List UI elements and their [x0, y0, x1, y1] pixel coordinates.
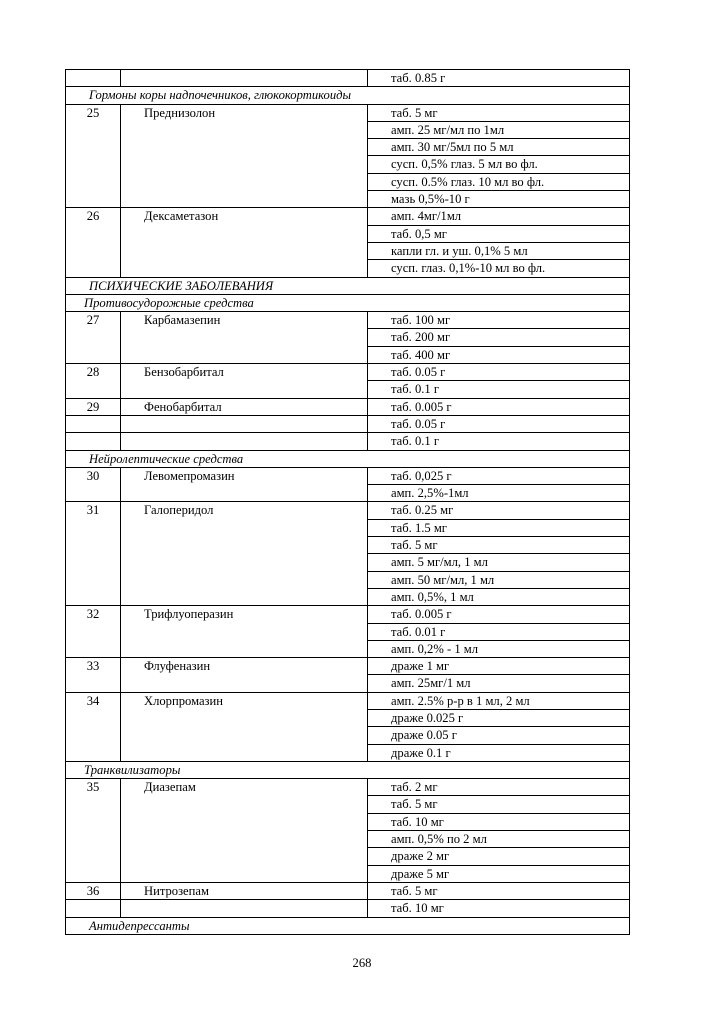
- section-row: [66, 450, 630, 467]
- drug-number: [66, 433, 121, 450]
- dosage-form: драже 2 мг: [368, 848, 630, 865]
- dosage-form: мазь 0,5%-10 г: [368, 191, 630, 208]
- drug-number: [66, 900, 121, 917]
- table-row: [66, 208, 630, 225]
- dosage-form: амп. 2,5%-1мл: [368, 485, 630, 502]
- table-row: [66, 606, 630, 623]
- section-row: [66, 87, 630, 104]
- dosage-form: амп. 25мг/1 мл: [368, 675, 630, 692]
- drug-name: Трифлуоперазин: [121, 606, 368, 658]
- dosage-form: таб. 0.1 г: [368, 381, 630, 398]
- drug-name: Хлорпромазин: [121, 692, 368, 761]
- dosage-form: таб. 0.01 г: [368, 623, 630, 640]
- table-row: [66, 433, 630, 450]
- dosage-form: таб. 0.05 г: [368, 364, 630, 381]
- drug-name: [121, 433, 368, 450]
- table-row: [66, 415, 630, 432]
- dosage-form: амп. 0,5%, 1 мл: [368, 588, 630, 605]
- dosage-form: таб. 0.005 г: [368, 398, 630, 415]
- table-row: [66, 882, 630, 899]
- section-heading: Антидепрессанты: [66, 917, 630, 934]
- dosage-form: таб. 0.05 г: [368, 415, 630, 432]
- drug-number: [66, 70, 121, 87]
- drug-name: [121, 900, 368, 917]
- drug-number: 28: [66, 364, 121, 399]
- section-row: [66, 761, 630, 778]
- section-heading: Транквилизаторы: [66, 761, 630, 778]
- drug-name: [121, 70, 368, 87]
- dosage-form: сусп. 0.5% глаз. 10 мл во фл.: [368, 173, 630, 190]
- drug-number: 29: [66, 398, 121, 415]
- drug-name: Дексаметазон: [121, 208, 368, 277]
- table-row: [66, 104, 630, 121]
- drug-number: 27: [66, 312, 121, 364]
- dosage-form: амп. 5 мг/мл, 1 мл: [368, 554, 630, 571]
- dosage-form: амп. 50 мг/мл, 1 мл: [368, 571, 630, 588]
- dosage-form: таб. 0.25 мг: [368, 502, 630, 519]
- dosage-form: амп. 2.5% р-р в 1 мл, 2 мл: [368, 692, 630, 709]
- drug-name: Бензобарбитал: [121, 364, 368, 399]
- table-row: [66, 312, 630, 329]
- drug-number: 31: [66, 502, 121, 606]
- page-number: 268: [352, 956, 372, 970]
- drug-number: 30: [66, 467, 121, 502]
- dosage-form: таб. 0.85 г: [368, 70, 630, 87]
- section-row: [66, 277, 630, 294]
- dosage-form: амп. 4мг/1мл: [368, 208, 630, 225]
- table-row: [66, 364, 630, 381]
- dosage-form: таб. 100 мг: [368, 312, 630, 329]
- dosage-form: таб. 0.005 г: [368, 606, 630, 623]
- table-row: [66, 692, 630, 709]
- table-row: [66, 502, 630, 519]
- drug-name: Диазепам: [121, 779, 368, 883]
- dosage-form: драже 1 мг: [368, 658, 630, 675]
- dosage-form: амп. 0,2% - 1 мл: [368, 640, 630, 657]
- drug-name: Левомепромазин: [121, 467, 368, 502]
- drug-table-body: [66, 70, 630, 935]
- dosage-form: таб. 5 мг: [368, 537, 630, 554]
- dosage-form: таб. 5 мг: [368, 882, 630, 899]
- section-row: [66, 294, 630, 311]
- drug-number: 26: [66, 208, 121, 277]
- dosage-form: капли гл. и уш. 0,1% 5 мл: [368, 242, 630, 259]
- drug-number: 35: [66, 779, 121, 883]
- drug-name: Нитрозепам: [121, 882, 368, 899]
- dosage-form: таб. 5 мг: [368, 104, 630, 121]
- drug-name: [121, 415, 368, 432]
- section-heading: Нейролептические средства: [66, 450, 630, 467]
- table-row: [66, 900, 630, 917]
- section-heading: ПСИХИЧЕСКИЕ ЗАБОЛЕВАНИЯ: [66, 277, 630, 294]
- section-heading: Гормоны коры надпочечников, глюкокортикоиды: [66, 87, 630, 104]
- drug-name: Фенобарбитал: [121, 398, 368, 415]
- table-row: [66, 70, 630, 87]
- drug-number: 34: [66, 692, 121, 761]
- drug-name: Флуфеназин: [121, 658, 368, 693]
- table-row: [66, 779, 630, 796]
- dosage-form: таб. 5 мг: [368, 796, 630, 813]
- drug-number: 32: [66, 606, 121, 658]
- drug-number: 36: [66, 882, 121, 899]
- dosage-form: таб. 0,025 г: [368, 467, 630, 484]
- drug-number: 33: [66, 658, 121, 693]
- dosage-form: драже 0.05 г: [368, 727, 630, 744]
- dosage-form: таб. 10 мг: [368, 813, 630, 830]
- dosage-form: таб. 0,5 мг: [368, 225, 630, 242]
- drug-number: 25: [66, 104, 121, 208]
- dosage-form: амп. 30 мг/5мл по 5 мл: [368, 139, 630, 156]
- drug-number: [66, 415, 121, 432]
- dosage-form: сусп. 0,5% глаз. 5 мл во фл.: [368, 156, 630, 173]
- dosage-form: таб. 400 мг: [368, 346, 630, 363]
- dosage-form: таб. 2 мг: [368, 779, 630, 796]
- drug-name: Преднизолон: [121, 104, 368, 208]
- dosage-form: таб. 1.5 мг: [368, 519, 630, 536]
- dosage-form: сусп. глаз. 0,1%-10 мл во фл.: [368, 260, 630, 277]
- dosage-form: амп. 25 мг/мл по 1мл: [368, 121, 630, 138]
- dosage-form: таб. 10 мг: [368, 900, 630, 917]
- section-heading: Противосудорожные средства: [66, 294, 630, 311]
- drug-name: Галоперидол: [121, 502, 368, 606]
- drug-table: [65, 69, 630, 935]
- dosage-form: драже 5 мг: [368, 865, 630, 882]
- drug-name: Карбамазепин: [121, 312, 368, 364]
- section-row: [66, 917, 630, 934]
- dosage-form: амп. 0,5% по 2 мл: [368, 831, 630, 848]
- dosage-form: драже 0.025 г: [368, 709, 630, 726]
- table-row: [66, 398, 630, 415]
- table-row: [66, 658, 630, 675]
- dosage-form: драже 0.1 г: [368, 744, 630, 761]
- dosage-form: таб. 200 мг: [368, 329, 630, 346]
- dosage-form: таб. 0.1 г: [368, 433, 630, 450]
- table-row: [66, 467, 630, 484]
